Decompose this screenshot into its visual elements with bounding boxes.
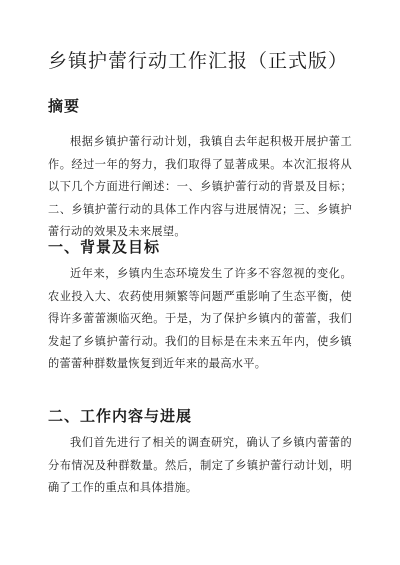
section-heading-work-progress: 二、工作内容与进展 — [48, 407, 193, 425]
abstract-paragraph: 根据乡镇护蕾行动计划，我镇自去年起积极开展护蕾工作。经过一年的努力，我们取得了显著成果。本次汇报将从以下几个方面进行阐述：一、乡镇护蕾行动的背景及目标；二、乡镇护蕾行动的具体工作内容与进展情况；三、乡镇护蕾行动的效果及未来展望。 — [48, 135, 352, 239]
section-heading-background: 一、背景及目标 — [48, 238, 161, 256]
section-paragraph-background: 近年来，乡镇内生态环境发生了许多不容忽视的变化。农业投入大、农药使用频繁等问题严重影响了生态平衡，使得许多蕾蕾濒临灭绝。于是，为了保护乡镇内的蕾蕾，我们发起了乡镇护蕾行动。我们的目标是在未来五年内，使乡镇的蕾蕾种群数量恢复到近年来的最高水平。 — [48, 267, 352, 371]
section-paragraph-work-progress: 我们首先进行了相关的调查研究，确认了乡镇内蕾蕾的分布情况及种群数量。然后，制定了乡镇护蕾行动计划，明确了工作的重点和具体措施。 — [48, 436, 352, 495]
document-title: 乡镇护蕾行动工作汇报（正式版） — [48, 50, 349, 72]
abstract-heading: 摘要 — [48, 97, 81, 115]
